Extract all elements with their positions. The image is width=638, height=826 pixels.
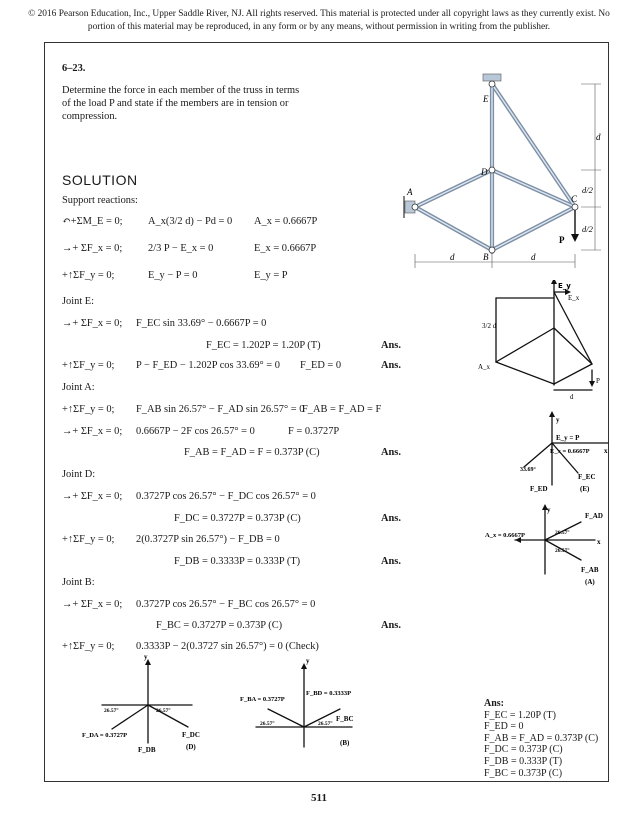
sketch-ax: A_x: [478, 363, 491, 371]
fbd-joint-a-sketch: [485, 500, 610, 590]
joint-label-d: D: [481, 167, 488, 177]
sketch-a-angle-1: 26.57°: [555, 530, 570, 536]
ans-marker-e2: Ans.: [381, 340, 401, 351]
sketch-d-caption: (D): [186, 743, 196, 751]
sketch-d: d: [570, 393, 574, 401]
sketch-d-angle-1: 26.57°: [104, 708, 119, 714]
joint-label-e: E: [483, 94, 489, 104]
eq-d1-lhs: →+ ΣF_x = 0;: [62, 491, 123, 502]
eq-e3-rhs: F_ED = 0: [300, 360, 342, 371]
sketch-b-caption: (B): [340, 739, 350, 747]
sketch-d-fdc: F_DC: [182, 731, 200, 739]
eq-e3-lhs: +↑ΣF_y = 0;: [62, 360, 115, 371]
answer-title: Ans:: [484, 698, 505, 709]
eq-b1-mid: 0.3727P cos 26.57° − F_BC cos 26.57° = 0: [136, 599, 316, 610]
problem-number: 6–23.: [62, 63, 86, 74]
problem-statement-line-2: of the load P and state if the members are in tension or: [62, 98, 289, 109]
answer-summary: [484, 698, 598, 779]
sketch-p: P: [596, 377, 600, 385]
sketch-d-y: y: [144, 655, 148, 661]
eq-b1-lhs: →+ ΣF_x = 0;: [62, 599, 123, 610]
ans-marker-a3: Ans.: [381, 447, 401, 458]
eq-e1-mid: F_EC sin 33.69° − 0.6667P = 0: [136, 318, 267, 329]
sketch-a-fab: F_AB: [581, 566, 599, 574]
ans-marker-b2: Ans.: [381, 620, 401, 631]
eq-a1-rhs: F_AB = F_AD = F: [302, 404, 382, 415]
joint-label-a: A: [407, 187, 413, 197]
sketch-ey: E_y: [558, 282, 571, 290]
copyright-notice: © 2016 Pearson Education, Inc., Upper Saddle River, NJ. All rights reserved. This material is protected under all copyright laws as they currently exist. No portion of this material may be reproduced, in any form or by any means, without permission in writing from the publisher.: [28, 9, 610, 32]
solution-heading: SOLUTION: [62, 172, 138, 188]
eq-a1-mid: F_AB sin 26.57° − F_AD sin 26.57° = 0: [136, 404, 305, 415]
sketch-b-fbc: F_BC: [336, 715, 354, 723]
sketch-e-ex: E_x = 0.6667P: [550, 448, 590, 455]
sketch-e-fed: F_ED: [530, 485, 548, 493]
eq-b3-mid: 0.3333P − 2(0.3727 sin 26.57°) = 0 (Check): [136, 641, 319, 652]
answer-line-6: F_BC = 0.373P (C): [484, 767, 563, 779]
eq-a1-lhs: +↑ΣF_y = 0;: [62, 404, 115, 415]
joint-label-b: B: [483, 252, 489, 262]
dim-d-right: d: [531, 252, 536, 262]
sketch-a-caption: (A): [585, 578, 595, 586]
sketch-a-angle-2: 26.57°: [555, 548, 570, 554]
sketch-d-angle-2: 26.57°: [156, 708, 171, 714]
eq-d3-lhs: +↑ΣF_y = 0;: [62, 534, 115, 545]
eq-e2-mid: F_EC = 1.202P = 1.20P (T): [206, 340, 321, 351]
fbd-overall-sketch: [470, 280, 610, 405]
sketch-e-x: x: [604, 447, 608, 455]
eq-support-1-lhs: ↶+ΣM_E = 0;: [62, 216, 123, 227]
sketch-half-d: 3/2 d: [482, 322, 497, 330]
problem-statement-line-1: Determine the force in each member of the truss in terms: [62, 85, 300, 96]
eq-a2-rhs: F = 0.3727P: [288, 426, 340, 437]
ans-marker-d2: Ans.: [381, 513, 401, 524]
eq-support-2-rhs: E_x = 0.6667P: [254, 243, 317, 254]
sketch-e-y: y: [556, 416, 560, 424]
sketch-a-fad: F_AD: [585, 512, 603, 520]
ans-marker-e3: Ans.: [381, 360, 401, 371]
eq-support-1-mid: A_x(3/2 d) − Pd = 0: [148, 216, 233, 227]
ans-marker-d4: Ans.: [381, 556, 401, 567]
truss-figure: [395, 72, 605, 272]
sketch-b-angle-2: 26.57°: [318, 721, 333, 727]
sketch-a-ax: A_x = 0.6667P: [485, 532, 525, 539]
dim-d-vertical: d: [596, 132, 601, 142]
sketch-b-fbd: F_BD = 0.3333P: [306, 690, 352, 697]
fbd-joint-e-sketch: [520, 405, 612, 495]
answer-line-5: F_DB = 0.333P (T): [484, 755, 563, 767]
sketch-b-y: y: [306, 657, 310, 665]
sketch-b-angle-1: 26.57°: [260, 721, 275, 727]
section-joint-b: Joint B:: [62, 577, 95, 588]
eq-a2-mid: 0.6667P − 2F cos 26.57° = 0: [136, 426, 255, 437]
eq-support-3-lhs: +↑ΣF_y = 0;: [62, 270, 115, 281]
eq-e1-lhs: →+ ΣF_x = 0;: [62, 318, 123, 329]
sketch-e-angle: 33.69°: [520, 467, 536, 473]
problem-statement-line-3: compression.: [62, 111, 118, 122]
sketch-e-fec: F_EC: [578, 473, 596, 481]
load-label-p: P: [559, 235, 565, 245]
eq-support-2-mid: 2/3 P − E_x = 0: [148, 243, 214, 254]
dim-d-half-upper: d/2: [582, 185, 593, 195]
answer-line-1: F_EC = 1.20P (T): [484, 709, 556, 721]
eq-a3-mid: F_AB = F_AD = F = 0.373P (C): [184, 447, 320, 458]
section-support-reactions: Support reactions:: [62, 195, 138, 206]
sketch-e-ey: E_y = P: [556, 434, 580, 442]
eq-b2-mid: F_BC = 0.3727P = 0.373P (C): [156, 620, 283, 631]
eq-d1-mid: 0.3727P cos 26.57° − F_DC cos 26.57° = 0: [136, 491, 316, 502]
sketch-d-fda: F_DA = 0.3727P: [82, 732, 128, 739]
eq-d3-mid: 2(0.3727P sin 26.57°) − F_DB = 0: [136, 534, 280, 545]
dim-d-half-lower: d/2: [582, 224, 593, 234]
joint-label-c: C: [571, 194, 578, 204]
sketch-a-y: y: [547, 506, 551, 514]
sketch-e-caption: (E): [580, 485, 590, 493]
section-joint-a: Joint A:: [62, 382, 95, 393]
sketch-b-fba: F_BA = 0.3727P: [240, 696, 285, 703]
eq-d4-mid: F_DB = 0.3333P = 0.333P (T): [174, 556, 301, 567]
eq-support-3-mid: E_y − P = 0: [148, 270, 198, 281]
sketch-a-x: x: [597, 538, 601, 546]
fbd-joint-b-sketch: [240, 655, 370, 755]
dim-d-left: d: [450, 252, 455, 262]
section-joint-d: Joint D:: [62, 469, 96, 480]
section-joint-e: Joint E:: [62, 296, 95, 307]
eq-a2-lhs: →+ ΣF_x = 0;: [62, 426, 123, 437]
eq-support-3-rhs: E_y = P: [254, 270, 288, 281]
eq-d2-mid: F_DC = 0.3727P = 0.373P (C): [174, 513, 301, 524]
answer-line-3: F_AB = F_AD = 0.373P (C): [484, 732, 599, 744]
eq-e3-mid: P − F_ED − 1.202P cos 33.69° = 0: [136, 360, 280, 371]
eq-b3-lhs: +↑ΣF_y = 0;: [62, 641, 115, 652]
fbd-joint-d-sketch: [82, 655, 232, 755]
answer-line-2: F_ED = 0: [484, 721, 524, 733]
sketch-d-fdb: F_DB: [138, 746, 156, 754]
eq-support-2-lhs: →+ ΣF_x = 0;: [62, 243, 123, 254]
eq-support-1-rhs: A_x = 0.6667P: [254, 216, 318, 227]
sketch-ex: E_x: [568, 294, 580, 302]
answer-line-4: F_DC = 0.373P (C): [484, 744, 563, 756]
page-number: 511: [311, 792, 327, 804]
